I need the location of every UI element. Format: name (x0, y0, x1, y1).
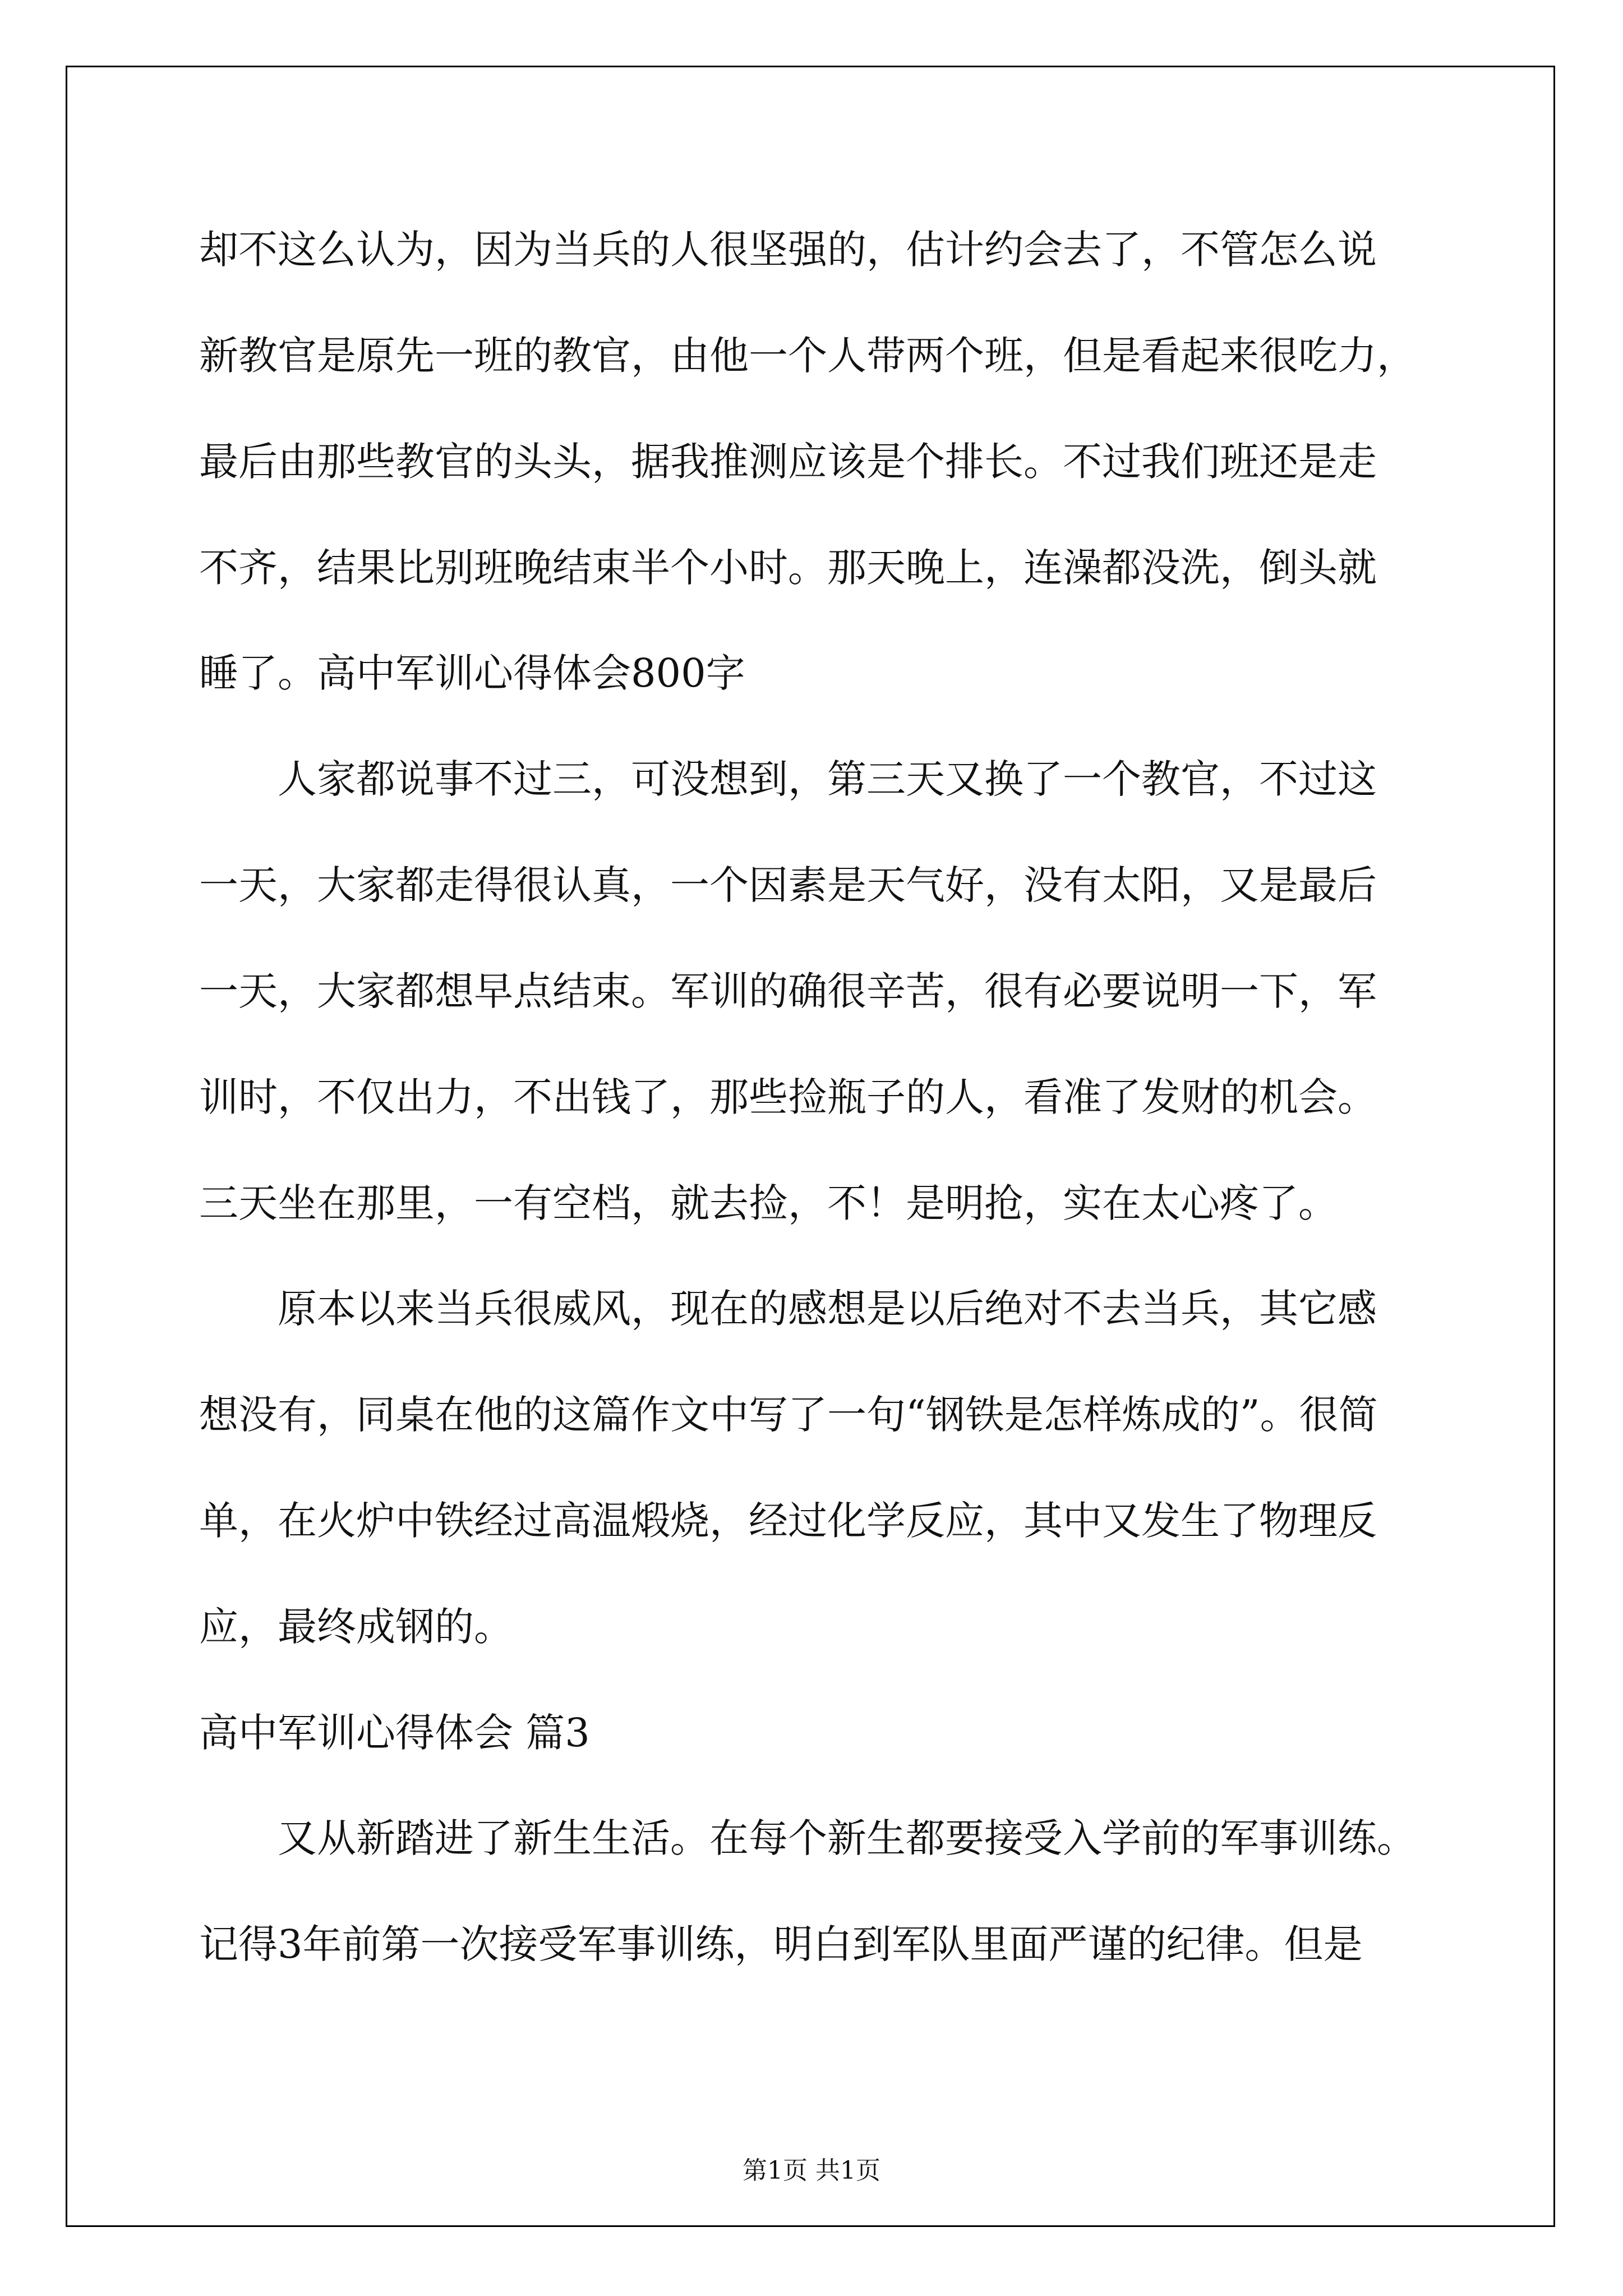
text-line: 训时，不仅出力，不出钱了，那些捡瓶子的人，看准了发财的机会。 (199, 1074, 1377, 1120)
text-line: 最后由那些教官的头头，据我推测应该是个排长。不过我们班还是走 (199, 439, 1377, 485)
text-line: 三天坐在那里，一有空档，就去捡，不！是明抢，实在太心疼了。 (199, 1180, 1338, 1226)
page-footer: 第1页 共1页 (743, 2156, 880, 2185)
text-line: 想没有，同桌在他的这篇作文中写了一句“钢铁是怎样炼成的”。很简 (199, 1392, 1378, 1438)
text-line: 应，最终成钢的。 (199, 1604, 513, 1650)
paragraph-first-line: 又从新踏进了新生生活。在每个新生都要接受入学前的军事训练。 (278, 1815, 1416, 1861)
section-heading: 高中军训心得体会 篇3 (199, 1710, 590, 1756)
text-line: 新教官是原先一班的教官，由他一个人带两个班，但是看起来很吃力， (199, 333, 1416, 379)
page-border (66, 66, 1555, 2227)
text-line: 却不这么认为，因为当兵的人很坚强的，估计约会去了，不管怎么说 (199, 227, 1377, 273)
text-line: 不齐，结果比别班晚结束半个小时。那天晚上，连澡都没洗，倒头就 (199, 545, 1377, 591)
text-line: 睡了。高中军训心得体会800字 (199, 650, 745, 696)
text-line: 单，在火炉中铁经过高温煅烧，经过化学反应，其中又发生了物理反 (199, 1498, 1377, 1544)
paragraph-first-line: 原本以来当兵很威风，现在的感想是以后绝对不去当兵，其它感 (278, 1286, 1377, 1332)
text-line: 一天，大家都想早点结束。军训的确很辛苦，很有必要说明一下，军 (199, 968, 1377, 1014)
text-line: 一天，大家都走得很认真，一个因素是天气好，没有太阳，又是最后 (199, 862, 1377, 908)
text-line: 记得3年前第一次接受军事训练，明白到军队里面严谨的纪律。但是 (199, 1921, 1363, 1967)
paragraph-first-line: 人家都说事不过三，可没想到，第三天又换了一个教官，不过这 (278, 756, 1377, 802)
